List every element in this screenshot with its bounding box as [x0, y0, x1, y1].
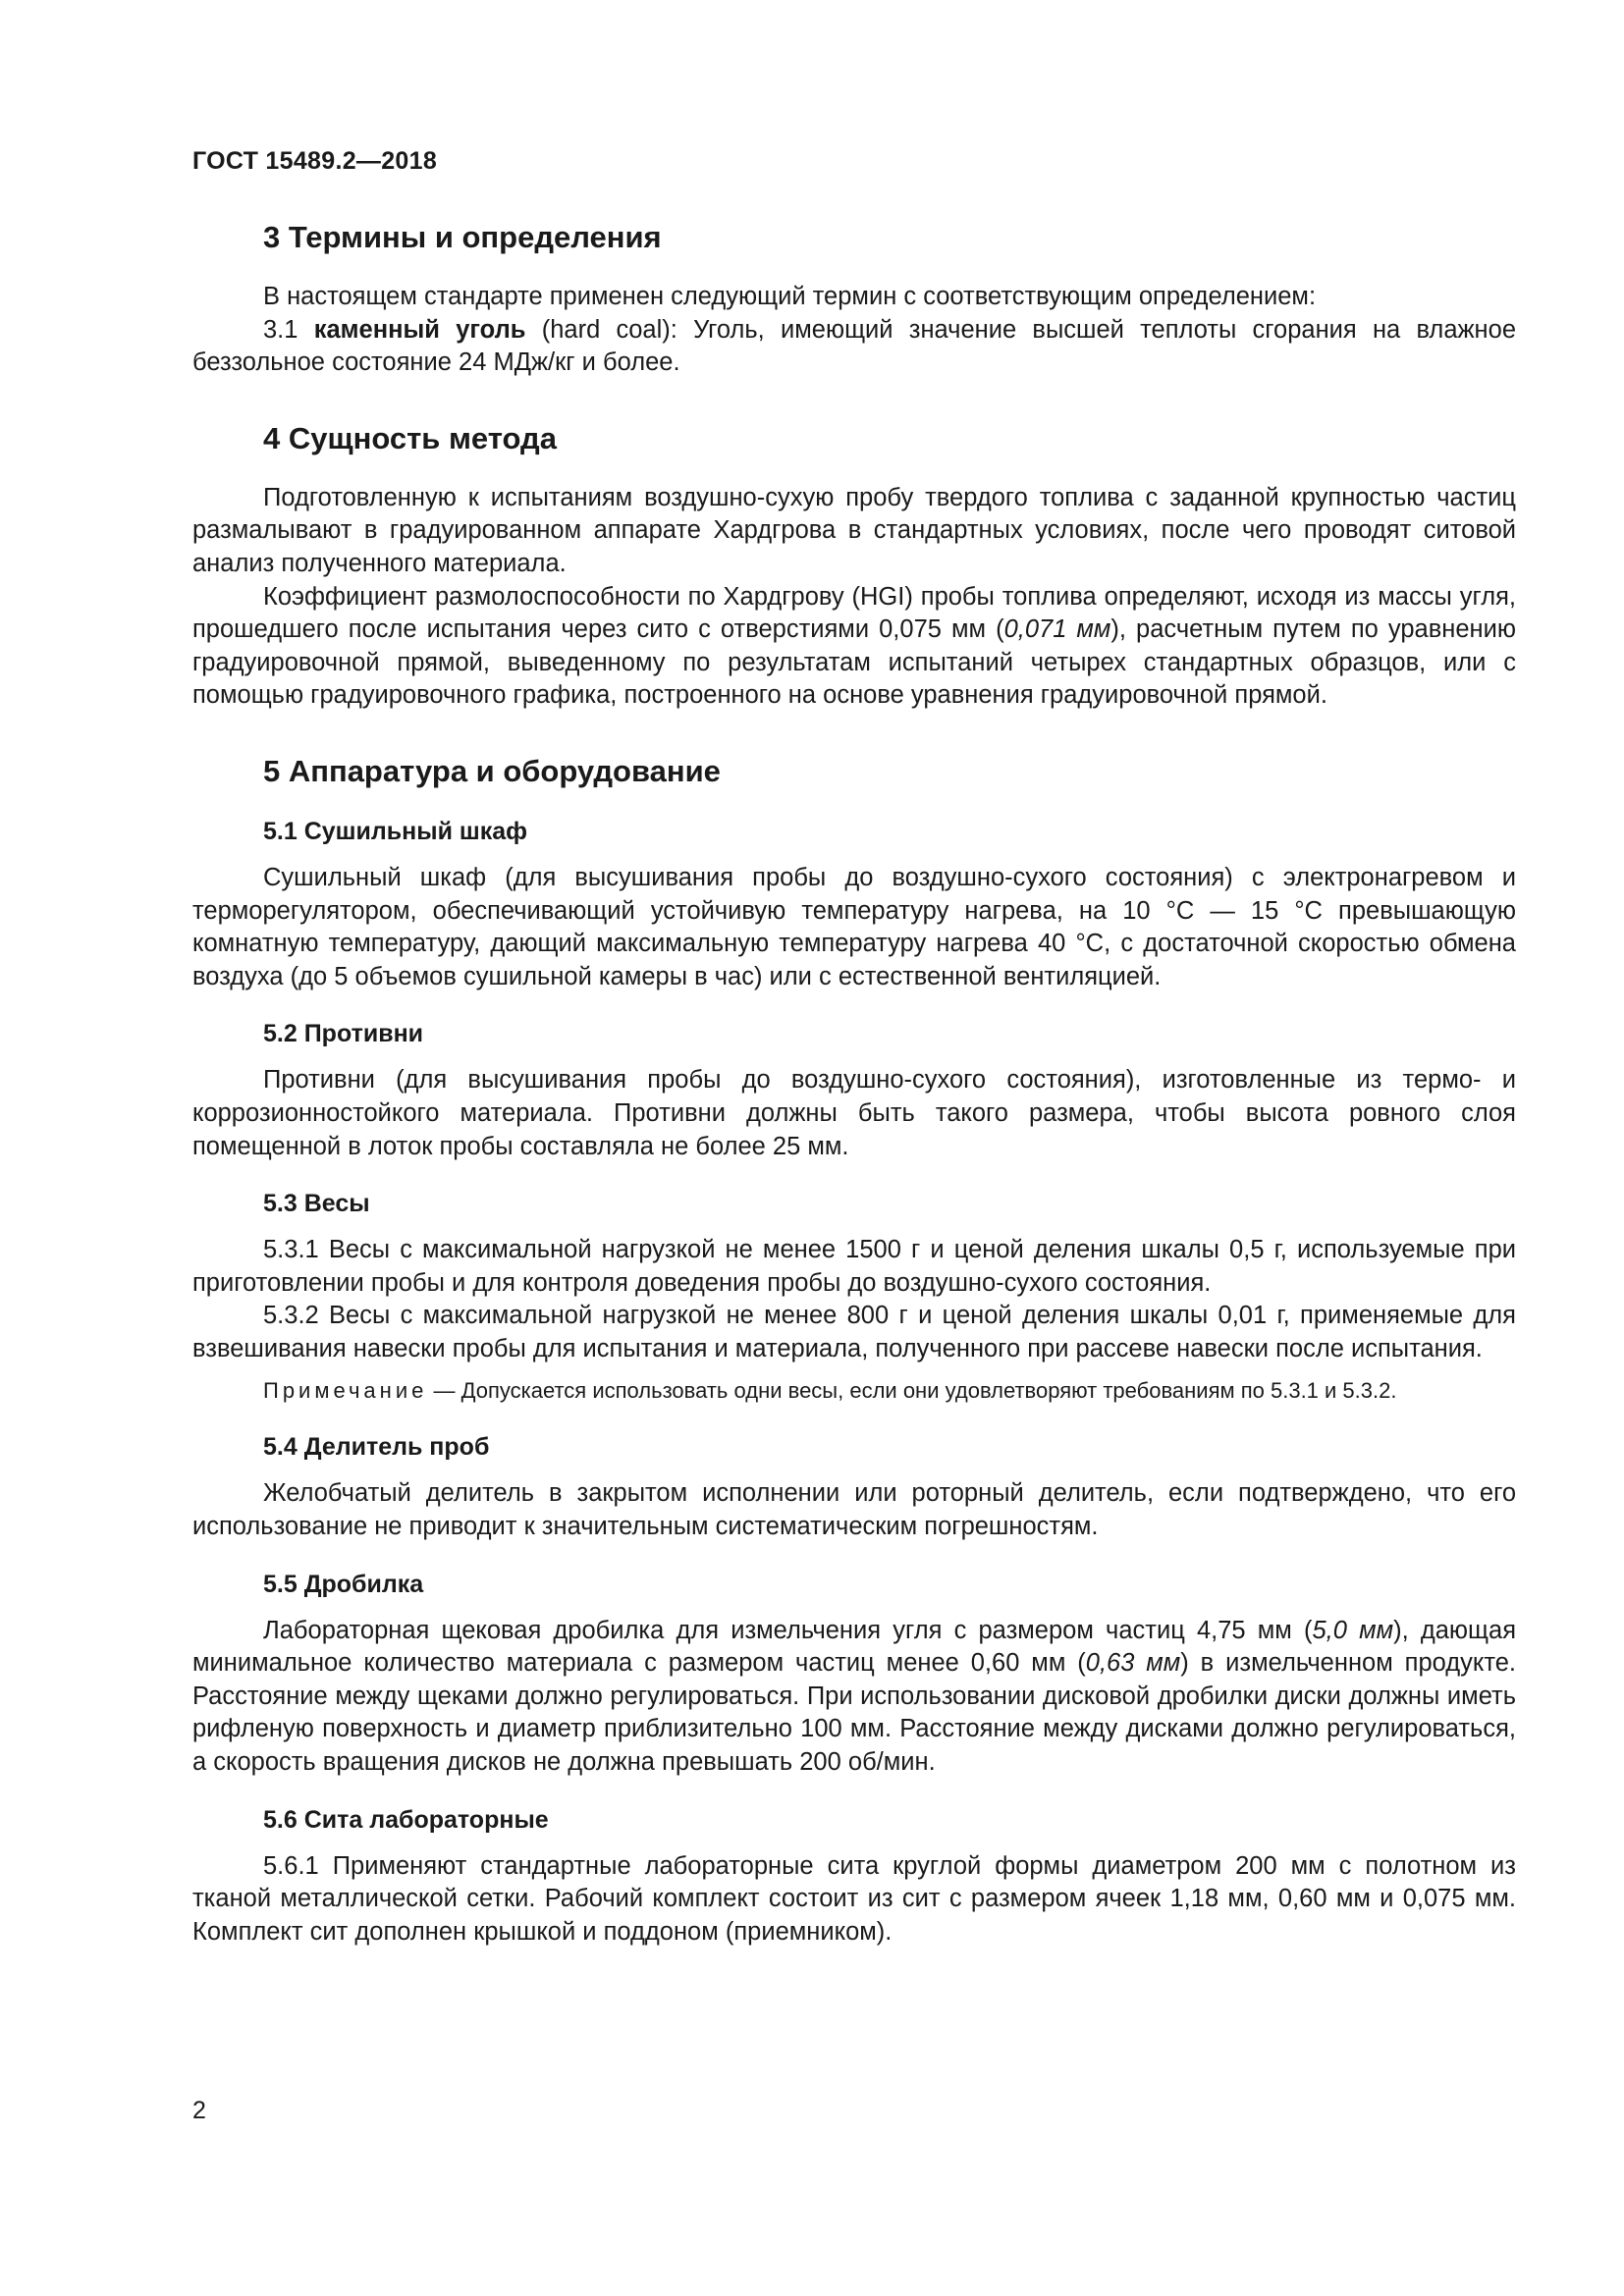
subsection-5-1-heading: 5.1 Сушильный шкаф — [263, 817, 528, 845]
section-5-heading: 5 Аппаратура и оборудование — [263, 753, 721, 788]
subsection-5-2-paragraph: Противни (для высушивания пробы до воздушно-сухого состояния), изготовленные из термо- и коррозионностойкого материала. Противни должны быть такого размера, чтобы высота ровного слоя помещенной в лоток пробы составляла не более 25 мм. — [192, 1066, 1516, 1160]
note — [192, 1375, 1516, 1407]
section-4-paragraph-1: Подготовленную к испытаниям воздушно-сухую пробу твердого топлива с заданной крупностью частиц размалывают в градуированном аппарате Хардгрова в стандартных условиях, после чего проводят ситовой анализ полученного материала. — [192, 483, 1516, 577]
paragraph-text: ) в измельченном продукте. Расстояние между щеками должно регулироваться. При использовании дисковой дробилки диски должны иметь рифленую поверхность и диаметр приблизительно 100 мм. Расстояние между дисками должно регулироваться, а скорость вращения дисков не должна превышать 200 об/мин. — [192, 1649, 1517, 1777]
paragraph-italic: 0,63 мм — [1085, 1649, 1181, 1678]
document-header: ГОСТ 15489.2—2018 — [192, 147, 438, 175]
term-text: (hard coal): Уголь, имеющий значение высшей теплоты сгорания на влажное беззольное состояние 24 МДж/кг и более. — [192, 315, 1517, 377]
clause-5-3-1: 5.3.1 Весы с максимальной нагрузкой не менее 1500 г и ценой деления шкалы 0,5 г, используемые при приготовлении пробы и для контроля доведения пробы до воздушно-сухого состояния. — [192, 1236, 1516, 1297]
term-number: 3.1 — [263, 315, 314, 344]
section-3-intro: В настоящем стандарте применен следующий термин с соответствующим определением: — [263, 283, 1317, 310]
subsection-5-4-heading: 5.4 Делитель проб — [263, 1433, 490, 1462]
term-definition — [192, 314, 1516, 380]
subsection-5-1-paragraph: Сушильный шкаф (для высушивания пробы до воздушно-сухого состояния) с электронагревом и терморегулятором, обеспечивающий устойчивую температуру нагрева, на 10 °С — 15 °С превышающую комнатную температуру, дающий максимальную температуру нагрева 40 °С, с достаточной скоростью обмена воздуха (до 5 объемов сушильной камеры в час) или с естественной вентиляцией. — [192, 863, 1516, 990]
section-4-heading: 4 Сущность метода — [263, 420, 557, 455]
note-text: — Допускается использовать одни весы, если они удовлетворяют требованиям по 5.3.1 и 5.3.2. — [427, 1378, 1397, 1404]
paragraph-italic: 0,071 мм — [1003, 615, 1111, 644]
subsection-5-5-paragraph — [192, 1615, 1516, 1780]
subsection-5-6-heading: 5.6 Сита лабораторные — [263, 1805, 549, 1834]
section-3-heading: 3 Термины и определения — [263, 220, 662, 254]
section-4-paragraph-2 — [192, 581, 1516, 713]
clause-5-3-2: 5.3.2 Весы с максимальной нагрузкой не менее 800 г и ценой деления шкалы 0,01 г, применяемые для взвешивания навески пробы для испытания и материала, полученного при рассеве навески после испытания. — [192, 1302, 1516, 1362]
paragraph-text: ), расчетным путем по уравнению градуировочной прямой, выведенному по результатам испытаний четырех стандартных образцов, или с помощью градуировочного графика, построенного на основе уравнения градуировочной прямой. — [192, 615, 1516, 710]
subsection-5-3-heading: 5.3 Весы — [263, 1190, 370, 1218]
term-name: каменный уголь — [313, 315, 526, 344]
paragraph-italic: 5,0 мм — [1312, 1616, 1394, 1644]
paragraph-text: Лабораторная щековая дробилка для измельчения угля с размером частиц 4,75 мм ( — [263, 1616, 1313, 1644]
subsection-5-5-heading: 5.5 Дробилка — [263, 1570, 424, 1598]
paragraph-text: ), дающая минимальное количество материала с размером частиц менее 0,60 мм ( — [192, 1616, 1516, 1678]
page-number: 2 — [192, 2097, 206, 2124]
subsection-5-4-paragraph: Желобчатый делитель в закрытом исполнении или роторный делитель, если подтверждено, что его использование не приводит к значительным систематическим погрешностям. — [192, 1479, 1516, 1541]
document-body — [192, 218, 1516, 1949]
paragraph-text: Коэффициент размолоспособности по Хардгрову (HGI) пробы топлива определяют, исходя из массы угля, прошедшего после испытания через сито с отверстиями 0,075 мм ( — [192, 582, 1516, 644]
clause-5-6-1: 5.6.1 Применяют стандартные лабораторные сита круглой формы диаметром 200 мм с полотном из тканой металлической сетки. Рабочий комплект состоит из сит с размером ячеек 1,18 мм, 0,60 мм и 0,075 мм. Комплект сит дополнен крышкой и поддоном (приемником). — [192, 1851, 1516, 1946]
subsection-5-2-heading: 5.2 Противни — [263, 1020, 424, 1048]
note-label: Примечание — [263, 1378, 428, 1404]
